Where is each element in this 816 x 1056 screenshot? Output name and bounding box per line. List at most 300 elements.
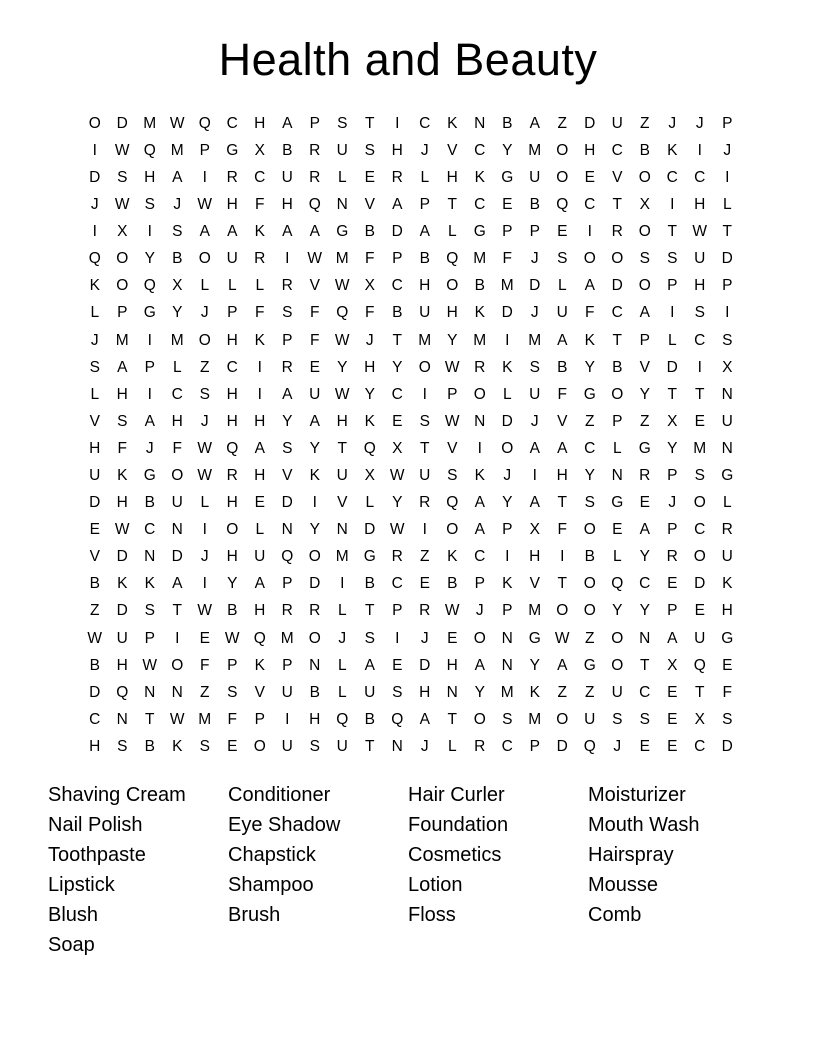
grid-letter: G bbox=[583, 385, 596, 403]
grid-letter: R bbox=[611, 223, 623, 241]
grid-letter: T bbox=[640, 656, 650, 674]
grid-letter: A bbox=[282, 223, 293, 241]
grid-letter: W bbox=[87, 629, 103, 647]
grid-letter: T bbox=[612, 196, 622, 214]
grid-letter: H bbox=[556, 467, 568, 485]
grid-letter: P bbox=[474, 575, 485, 593]
grid-letter: U bbox=[611, 114, 623, 132]
grid-letter: F bbox=[172, 439, 182, 457]
grid-letter: S bbox=[227, 683, 238, 701]
grid-letter: U bbox=[89, 467, 101, 485]
grid-letter: P bbox=[227, 304, 238, 322]
grid-letter: Z bbox=[585, 412, 595, 430]
grid-letter: P bbox=[199, 141, 210, 159]
grid-letter: L bbox=[337, 656, 347, 674]
grid-letter: S bbox=[639, 710, 650, 728]
grid-letter: D bbox=[89, 494, 101, 512]
grid-letter: U bbox=[281, 737, 293, 755]
grid-letter: I bbox=[395, 114, 400, 132]
word-list-item: Nail Polish bbox=[48, 813, 143, 836]
grid-letter: W bbox=[389, 467, 405, 485]
grid-letter: H bbox=[226, 548, 238, 566]
grid-letter: O bbox=[198, 331, 211, 349]
grid-letter: C bbox=[639, 575, 651, 593]
grid-letter: U bbox=[254, 548, 266, 566]
grid-letter: W bbox=[389, 521, 405, 539]
word-list-item: Floss bbox=[408, 903, 456, 926]
grid-letter: Z bbox=[200, 683, 210, 701]
grid-letter: S bbox=[557, 250, 568, 268]
grid-letter: O bbox=[198, 250, 211, 268]
word-list-item: Comb bbox=[588, 903, 642, 926]
grid-letter: Y bbox=[584, 358, 595, 376]
grid-letter: H bbox=[226, 412, 238, 430]
grid-letter: H bbox=[254, 412, 266, 430]
grid-letter: L bbox=[200, 494, 210, 512]
word-list-item: Mousse bbox=[588, 873, 659, 896]
grid-letter: W bbox=[554, 629, 570, 647]
grid-letter: D bbox=[666, 358, 678, 376]
grid-letter: M bbox=[473, 250, 487, 268]
grid-letter: O bbox=[638, 168, 651, 186]
grid-letter: J bbox=[613, 737, 622, 755]
grid-letter: W bbox=[224, 629, 240, 647]
grid-letter: K bbox=[529, 683, 540, 701]
grid-letter: P bbox=[529, 223, 540, 241]
grid-letter: W bbox=[444, 358, 460, 376]
grid-letter: B bbox=[144, 494, 155, 512]
grid-letter: U bbox=[419, 304, 431, 322]
grid-letter: S bbox=[694, 467, 705, 485]
grid-letter: G bbox=[721, 467, 734, 485]
grid-letter: C bbox=[694, 737, 706, 755]
grid-letter: O bbox=[583, 521, 596, 539]
grid-letter: P bbox=[722, 277, 733, 295]
grid-letter: Z bbox=[640, 412, 650, 430]
grid-letter: E bbox=[392, 656, 403, 674]
grid-letter: P bbox=[144, 629, 155, 647]
grid-letter: A bbox=[419, 223, 430, 241]
grid-letter: P bbox=[502, 521, 513, 539]
grid-letter: H bbox=[721, 602, 733, 620]
grid-letter: C bbox=[419, 114, 431, 132]
grid-letter: O bbox=[226, 521, 239, 539]
grid-letter: H bbox=[309, 710, 321, 728]
grid-letter: Z bbox=[640, 114, 650, 132]
grid-letter: Y bbox=[529, 656, 540, 674]
grid-letter: B bbox=[227, 602, 238, 620]
grid-letter: B bbox=[309, 683, 320, 701]
grid-letter: J bbox=[475, 602, 484, 620]
grid-letter: O bbox=[171, 467, 184, 485]
grid-letter: A bbox=[557, 439, 568, 457]
grid-letter: T bbox=[365, 602, 375, 620]
grid-letter: S bbox=[364, 141, 375, 159]
grid-letter: Y bbox=[282, 412, 293, 430]
grid-letter: H bbox=[281, 196, 293, 214]
grid-letter: K bbox=[474, 168, 485, 186]
grid-letter: Y bbox=[639, 602, 650, 620]
grid-letter: I bbox=[725, 304, 730, 322]
grid-letter: U bbox=[336, 467, 348, 485]
grid-letter: C bbox=[501, 737, 513, 755]
grid-letter: H bbox=[391, 141, 403, 159]
grid-letter: R bbox=[309, 602, 321, 620]
grid-letter: L bbox=[90, 304, 100, 322]
grid-letter: A bbox=[254, 439, 265, 457]
grid-letter: W bbox=[114, 196, 130, 214]
grid-letter: T bbox=[612, 331, 622, 349]
grid-letter: R bbox=[281, 358, 293, 376]
grid-letter: L bbox=[447, 737, 457, 755]
grid-letter: Z bbox=[585, 629, 595, 647]
grid-letter: A bbox=[474, 494, 485, 512]
grid-letter: Q bbox=[583, 737, 596, 755]
grid-letter: S bbox=[722, 331, 733, 349]
grid-letter: Q bbox=[198, 114, 211, 132]
word-list-item: Hairspray bbox=[588, 843, 674, 866]
grid-letter: C bbox=[171, 385, 183, 403]
grid-letter: E bbox=[89, 521, 100, 539]
grid-letter: T bbox=[337, 439, 347, 457]
grid-letter: I bbox=[285, 250, 290, 268]
grid-letter: I bbox=[285, 710, 290, 728]
grid-letter: M bbox=[528, 331, 542, 349]
grid-letter: C bbox=[611, 141, 623, 159]
grid-letter: O bbox=[556, 710, 569, 728]
grid-letter: I bbox=[697, 358, 702, 376]
grid-letter: W bbox=[169, 114, 185, 132]
grid-letter: M bbox=[500, 683, 514, 701]
grid-letter: O bbox=[116, 277, 129, 295]
grid-letter: D bbox=[694, 575, 706, 593]
grid-letter: H bbox=[419, 277, 431, 295]
grid-letter: I bbox=[175, 629, 180, 647]
grid-letter: O bbox=[556, 141, 569, 159]
grid-letter: R bbox=[419, 602, 431, 620]
grid-letter: G bbox=[143, 467, 156, 485]
grid-letter: H bbox=[336, 412, 348, 430]
grid-letter: O bbox=[473, 710, 486, 728]
word-list-item: Shampoo bbox=[228, 873, 314, 896]
grid-letter: X bbox=[364, 277, 375, 295]
grid-letter: B bbox=[474, 277, 485, 295]
grid-letter: Y bbox=[392, 494, 403, 512]
grid-letter: A bbox=[144, 412, 155, 430]
grid-letter: Q bbox=[693, 656, 706, 674]
grid-letter: M bbox=[170, 331, 184, 349]
grid-letter: H bbox=[89, 439, 101, 457]
grid-letter: M bbox=[528, 710, 542, 728]
grid-letter: Y bbox=[309, 521, 320, 539]
grid-letter: Y bbox=[172, 304, 183, 322]
grid-letter: J bbox=[668, 494, 677, 512]
grid-letter: D bbox=[89, 683, 101, 701]
grid-letter: R bbox=[639, 467, 651, 485]
word-search-grid bbox=[81, 110, 741, 760]
grid-letter: S bbox=[144, 196, 155, 214]
grid-letter: Q bbox=[336, 304, 349, 322]
grid-letter: W bbox=[197, 439, 213, 457]
grid-letter: H bbox=[116, 385, 128, 403]
grid-letter: J bbox=[145, 439, 154, 457]
grid-letter: D bbox=[419, 656, 431, 674]
grid-letter: C bbox=[611, 304, 623, 322]
grid-letter: R bbox=[391, 168, 403, 186]
grid-letter: K bbox=[502, 575, 513, 593]
grid-letter: E bbox=[309, 358, 320, 376]
grid-letter: O bbox=[88, 114, 101, 132]
grid-letter: B bbox=[419, 250, 430, 268]
grid-letter: K bbox=[722, 575, 733, 593]
grid-letter: P bbox=[667, 467, 678, 485]
grid-letter: U bbox=[419, 467, 431, 485]
grid-letter: O bbox=[473, 629, 486, 647]
grid-letter: Y bbox=[639, 385, 650, 403]
grid-letter: L bbox=[255, 277, 265, 295]
grid-letter: A bbox=[172, 168, 183, 186]
grid-letter: U bbox=[336, 737, 348, 755]
grid-letter: T bbox=[557, 494, 567, 512]
grid-letter: H bbox=[419, 683, 431, 701]
grid-letter: E bbox=[694, 412, 705, 430]
word-list-item: Soap bbox=[48, 933, 95, 956]
grid-letter: A bbox=[419, 710, 430, 728]
grid-letter: O bbox=[501, 439, 514, 457]
grid-letter: I bbox=[560, 548, 565, 566]
word-list-item: Brush bbox=[228, 903, 281, 926]
grid-letter: B bbox=[364, 710, 375, 728]
grid-letter: O bbox=[556, 602, 569, 620]
grid-letter: E bbox=[419, 575, 430, 593]
grid-letter: F bbox=[585, 304, 595, 322]
grid-letter: V bbox=[557, 412, 568, 430]
grid-letter: A bbox=[529, 494, 540, 512]
grid-letter: O bbox=[556, 168, 569, 186]
grid-letter: I bbox=[257, 358, 262, 376]
grid-letter: Q bbox=[143, 277, 156, 295]
grid-letter: C bbox=[474, 141, 486, 159]
grid-letter: E bbox=[364, 168, 375, 186]
word-list-item: Blush bbox=[48, 903, 99, 926]
grid-letter: N bbox=[474, 114, 486, 132]
grid-letter: B bbox=[612, 358, 623, 376]
grid-letter: J bbox=[200, 548, 209, 566]
grid-letter: U bbox=[721, 548, 733, 566]
grid-letter: C bbox=[226, 358, 238, 376]
grid-letter: K bbox=[254, 656, 265, 674]
grid-letter: T bbox=[447, 710, 457, 728]
word-list-column bbox=[48, 781, 228, 960]
grid-letter: S bbox=[199, 737, 210, 755]
grid-letter: X bbox=[172, 277, 183, 295]
grid-letter: Z bbox=[200, 358, 210, 376]
grid-letter: H bbox=[694, 277, 706, 295]
grid-letter: O bbox=[308, 629, 321, 647]
grid-letter: G bbox=[336, 223, 349, 241]
grid-letter: Q bbox=[308, 196, 321, 214]
grid-letter: H bbox=[529, 548, 541, 566]
grid-letter: E bbox=[667, 737, 678, 755]
grid-letter: I bbox=[340, 575, 345, 593]
grid-letter: P bbox=[502, 602, 513, 620]
grid-letter: A bbox=[227, 223, 238, 241]
grid-letter: S bbox=[117, 168, 128, 186]
grid-letter: H bbox=[364, 358, 376, 376]
grid-letter: B bbox=[364, 575, 375, 593]
grid-letter: J bbox=[200, 304, 209, 322]
grid-letter: I bbox=[505, 331, 510, 349]
grid-letter: K bbox=[667, 141, 678, 159]
grid-letter: U bbox=[226, 250, 238, 268]
grid-letter: I bbox=[670, 196, 675, 214]
grid-letter: Y bbox=[474, 683, 485, 701]
grid-letter: F bbox=[502, 250, 512, 268]
grid-letter: D bbox=[171, 548, 183, 566]
grid-letter: R bbox=[474, 737, 486, 755]
grid-letter: A bbox=[309, 223, 320, 241]
grid-letter: V bbox=[254, 683, 265, 701]
grid-letter: N bbox=[336, 196, 348, 214]
grid-letter: L bbox=[722, 494, 732, 512]
grid-letter: V bbox=[282, 467, 293, 485]
grid-letter: H bbox=[254, 467, 266, 485]
grid-letter: W bbox=[114, 521, 130, 539]
grid-letter: T bbox=[557, 575, 567, 593]
grid-letter: U bbox=[336, 141, 348, 159]
grid-letter: W bbox=[197, 467, 213, 485]
grid-letter: K bbox=[309, 467, 320, 485]
grid-letter: F bbox=[722, 683, 732, 701]
grid-letter: G bbox=[226, 141, 239, 159]
grid-letter: B bbox=[89, 575, 100, 593]
word-list-item: Toothpaste bbox=[48, 843, 146, 866]
grid-letter: P bbox=[667, 602, 678, 620]
grid-letter: A bbox=[364, 656, 375, 674]
grid-letter: O bbox=[693, 548, 706, 566]
grid-letter: W bbox=[114, 141, 130, 159]
grid-letter: X bbox=[529, 521, 540, 539]
grid-letter: A bbox=[474, 521, 485, 539]
grid-letter: E bbox=[584, 168, 595, 186]
grid-letter: E bbox=[392, 412, 403, 430]
grid-letter: I bbox=[147, 385, 152, 403]
grid-letter: M bbox=[143, 114, 157, 132]
grid-letter: O bbox=[171, 656, 184, 674]
grid-letter: M bbox=[170, 141, 184, 159]
grid-letter: O bbox=[638, 277, 651, 295]
grid-letter: M bbox=[693, 439, 707, 457]
grid-letter: Q bbox=[281, 548, 294, 566]
grid-letter: M bbox=[280, 629, 294, 647]
grid-letter: I bbox=[92, 223, 97, 241]
grid-letter: R bbox=[281, 602, 293, 620]
grid-letter: S bbox=[364, 629, 375, 647]
grid-letter: U bbox=[721, 412, 733, 430]
grid-letter: I bbox=[202, 521, 207, 539]
grid-letter: V bbox=[639, 358, 650, 376]
grid-letter: L bbox=[365, 494, 375, 512]
grid-letter: B bbox=[447, 575, 458, 593]
grid-letter: J bbox=[668, 114, 677, 132]
grid-letter: J bbox=[420, 141, 429, 159]
grid-letter: I bbox=[587, 223, 592, 241]
grid-letter: D bbox=[529, 277, 541, 295]
grid-letter: H bbox=[446, 304, 458, 322]
grid-letter: P bbox=[502, 223, 513, 241]
grid-letter: S bbox=[282, 439, 293, 457]
grid-letter: C bbox=[474, 548, 486, 566]
grid-letter: C bbox=[391, 277, 403, 295]
grid-letter: E bbox=[639, 494, 650, 512]
grid-letter: O bbox=[638, 223, 651, 241]
grid-letter: L bbox=[337, 683, 347, 701]
grid-letter: A bbox=[474, 656, 485, 674]
grid-letter: D bbox=[89, 168, 101, 186]
grid-letter: K bbox=[254, 223, 265, 241]
grid-letter: B bbox=[364, 223, 375, 241]
grid-letter: B bbox=[282, 141, 293, 159]
grid-letter: P bbox=[529, 737, 540, 755]
grid-letter: K bbox=[474, 304, 485, 322]
grid-letter: S bbox=[694, 304, 705, 322]
grid-letter: B bbox=[89, 656, 100, 674]
grid-letter: C bbox=[391, 385, 403, 403]
grid-letter: I bbox=[422, 385, 427, 403]
grid-letter: C bbox=[226, 114, 238, 132]
grid-letter: Y bbox=[502, 494, 513, 512]
word-list-item: Moisturizer bbox=[588, 784, 686, 806]
grid-letter: J bbox=[530, 250, 539, 268]
grid-letter: G bbox=[473, 223, 486, 241]
grid-letter: P bbox=[254, 710, 265, 728]
grid-letter: Q bbox=[336, 710, 349, 728]
grid-letter: L bbox=[200, 277, 210, 295]
grid-letter: P bbox=[447, 385, 458, 403]
grid-letter: V bbox=[612, 168, 623, 186]
grid-letter: A bbox=[529, 114, 540, 132]
grid-letter: Z bbox=[557, 114, 567, 132]
grid-letter: R bbox=[474, 358, 486, 376]
grid-letter: X bbox=[117, 223, 128, 241]
grid-letter: Q bbox=[226, 439, 239, 457]
grid-letter: G bbox=[638, 439, 651, 457]
grid-letter: F bbox=[310, 304, 320, 322]
grid-letter: R bbox=[419, 494, 431, 512]
grid-letter: P bbox=[419, 196, 430, 214]
grid-letter: X bbox=[392, 439, 403, 457]
grid-letter: R bbox=[309, 168, 321, 186]
grid-letter: J bbox=[90, 196, 99, 214]
grid-letter: X bbox=[722, 358, 733, 376]
grid-letter: O bbox=[693, 494, 706, 512]
grid-letter: O bbox=[611, 250, 624, 268]
grid-letter: K bbox=[172, 737, 183, 755]
grid-letter: S bbox=[584, 494, 595, 512]
grid-letter: S bbox=[667, 250, 678, 268]
grid-letter: P bbox=[639, 331, 650, 349]
grid-letter: W bbox=[169, 710, 185, 728]
grid-letter: N bbox=[116, 710, 128, 728]
grid-letter: N bbox=[144, 683, 156, 701]
grid-letter: A bbox=[117, 358, 128, 376]
grid-letter: A bbox=[282, 385, 293, 403]
grid-letter: N bbox=[611, 467, 623, 485]
grid-letter: W bbox=[444, 412, 460, 430]
grid-letter: A bbox=[254, 575, 265, 593]
grid-letter: I bbox=[257, 385, 262, 403]
grid-letter: D bbox=[501, 304, 513, 322]
